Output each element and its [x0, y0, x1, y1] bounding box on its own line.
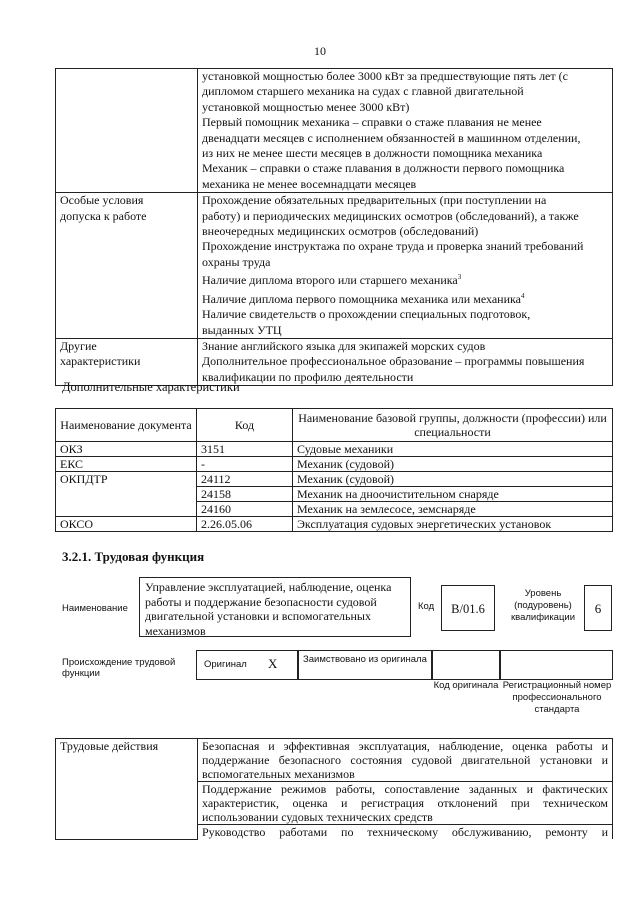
additional-characteristics-table: [55, 408, 613, 532]
table-row: [56, 193, 613, 339]
code-of-original-label: Код оригинала: [433, 680, 499, 691]
row-label: [56, 69, 198, 193]
code-value: B/01.6: [441, 585, 495, 631]
registration-number-cell: [500, 650, 613, 680]
function-name-value: Управление эксплуатацией, наблюдение, оценка работы и поддержание безопасности судовой двигательной установки и вспомогательных механизмов: [139, 577, 411, 637]
column-header: Наименование документа: [56, 409, 197, 442]
labor-action-item: Безопасная и эффективная эксплуатация, наблюдение, оценка работы и поддержание безопасного состояния судовой двигательной установки и вспомогательных механизмов: [198, 739, 613, 782]
borrowed-label: Заимствовано из оригинала: [303, 654, 427, 665]
row-content: установкой мощностью более 3000 кВт за предшествующие пять лет (с дипломом старшего механика на судах с главной двигательной установкой мощностью менее 3000 кВт) Первый помощник механика – справки о стаже плавания не менее двенадцати месяцев с исполнением обязанностей в машинном отделении, из них не менее шести месяцев в должности помощника механика Механик – справки о стаже плавания в должности первого помощника механика не менее восемнадцати месяцев: [198, 69, 613, 193]
row-content: Прохождение обязательных предварительных (при поступлении на работу) и периодических медицинских осмотров (обследований), а также внеочередных медицинских осмотров (обследований) Прохождение инструктажа по охране труда и проверка знаний требований охраны труда Наличие диплома второго или старшего механика$^3$ Наличие диплома первого помощника механика или механика$^4$ Наличие свидетельств о прохождении специальных подготовок, выданных УТЦ: [198, 193, 613, 339]
table-row: ЕКС - Механик (судовой): [56, 457, 613, 472]
table-row: ОКЗ 3151 Судовые механики: [56, 442, 613, 457]
requirements-table: [55, 68, 613, 386]
footnote-mark: 3: [457, 273, 462, 282]
labor-actions-label: Трудовые действия: [56, 739, 198, 840]
table-row: [56, 69, 613, 193]
labor-action-item: Руководство работами по техническому обслуживанию, ремонту и: [198, 825, 613, 840]
footnote-mark: 4: [520, 291, 525, 300]
original-label: Оригинал: [204, 659, 247, 670]
row-label: Особые условия допуска к работе: [56, 193, 198, 339]
column-header: Наименование базовой группы, должности (профессии) или специальности: [293, 409, 613, 442]
column-header: Код: [197, 409, 293, 442]
code-of-original-cell: [432, 650, 500, 680]
additional-characteristics-title: Дополнительные характеристики: [62, 380, 240, 394]
registration-number-label: Регистрационный номер профессионального стандарта: [502, 680, 612, 715]
table-row: [56, 338, 613, 385]
origin-label: Происхождение трудовой функции: [62, 657, 176, 679]
table-row: 24158 Механик на дноочистительном снаряде: [56, 487, 613, 502]
code-label: Код: [418, 601, 435, 612]
table-row: [56, 739, 613, 782]
table-header-row: [56, 409, 613, 442]
labor-action-item: Поддержание режимов работы, сопоставление заданных и фактических характеристик, оценка и регистрация отклонений при техническом использовании судовых технических средств: [198, 782, 613, 825]
table-row: ОКПДТР 24112 Механик (судовой): [56, 472, 613, 487]
qualification-level-value: 6: [584, 585, 612, 631]
original-mark: X: [268, 656, 278, 671]
function-name-label: Наименование: [62, 603, 128, 614]
page-number: 10: [314, 44, 326, 58]
qualification-level-label: Уровень (подуровень) квалификации: [510, 588, 576, 623]
section-heading: 3.2.1. Трудовая функция: [62, 549, 205, 564]
row-content: Знание английского языка для экипажей морских судов Дополнительное профессиональное образование – программы повышения квалификации по профилю деятельности: [198, 338, 613, 385]
table-row: 24160 Механик на землесосе, земснаряде: [56, 502, 613, 517]
table-row: ОКСО 2.26.05.06 Эксплуатация судовых энергетических установок: [56, 517, 613, 532]
row-label: Другие характеристики: [56, 338, 198, 385]
labor-actions-table: [55, 738, 613, 840]
